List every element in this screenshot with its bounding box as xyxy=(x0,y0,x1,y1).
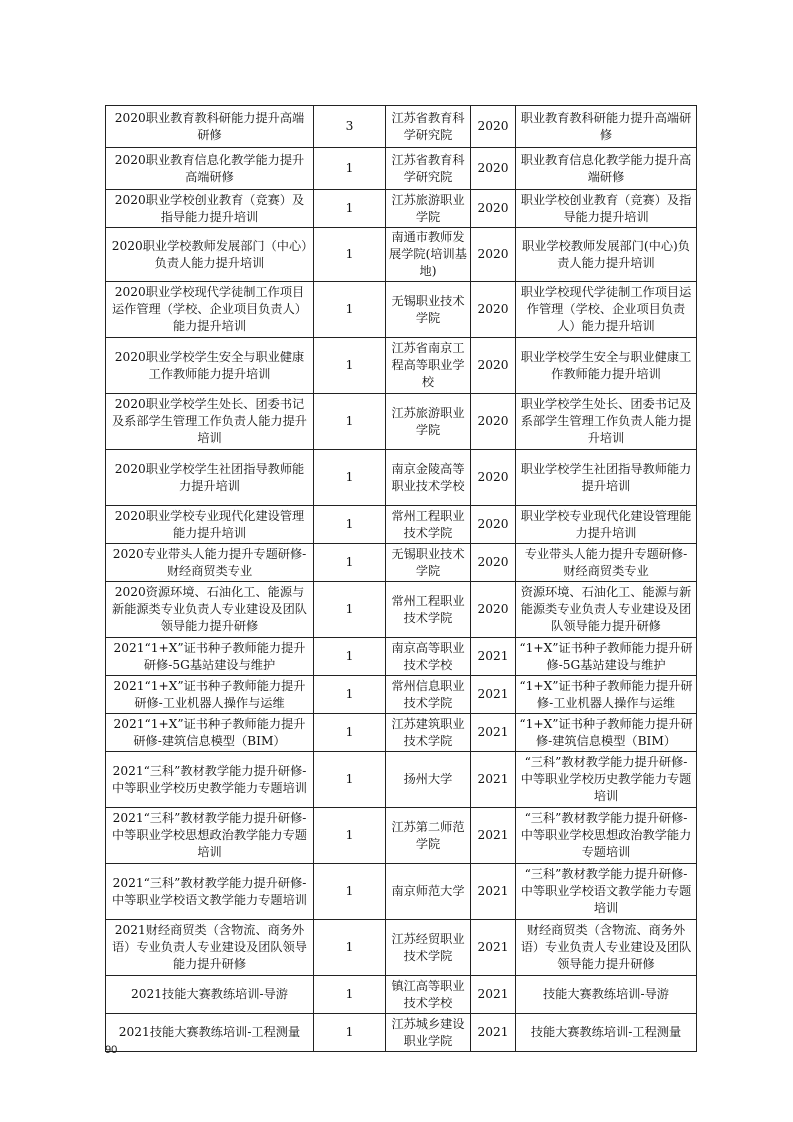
table-row xyxy=(106,544,697,582)
count-cell: 1 xyxy=(314,544,386,582)
organizer-cell: 江苏经贸职业技术学院 xyxy=(386,920,471,976)
course-name-cell: 2020职业学校教师发展部门（中心）负责人能力提升培训 xyxy=(106,228,314,282)
organizer-cell: 无锡职业技术学院 xyxy=(386,544,471,582)
project-name-cell: 职业学校教师发展部门(中心)负责人能力提升培训 xyxy=(516,228,697,282)
project-name-cell: 职业学校现代学徒制工作项目运作管理（学校、企业项目负责人）能力提升培训 xyxy=(516,282,697,338)
count-cell: 1 xyxy=(314,228,386,282)
year-cell: 2021 xyxy=(471,676,516,714)
table-row xyxy=(106,148,697,190)
table-row xyxy=(106,506,697,544)
year-cell: 2021 xyxy=(471,638,516,676)
count-cell: 1 xyxy=(314,864,386,920)
year-cell: 2020 xyxy=(471,338,516,394)
project-name-cell: 资源环境、石油化工、能源与新能源类专业负责人专业建设及团队领导能力提升研修 xyxy=(516,582,697,638)
course-name-cell: 2021财经商贸类（含物流、商务外语）专业负责人专业建设及团队领导能力提升研修 xyxy=(106,920,314,976)
organizer-cell: 镇江高等职业技术学校 xyxy=(386,976,471,1014)
year-cell: 2020 xyxy=(471,190,516,228)
table-row xyxy=(106,920,697,976)
course-name-cell: 2020职业学校学生社团指导教师能力提升培训 xyxy=(106,450,314,506)
course-name-cell: 2020职业学校学生处长、团委书记及系部学生管理工作负责人能力提升培训 xyxy=(106,394,314,450)
project-name-cell: 财经商贸类（含物流、商务外语）专业负责人专业建设及团队领导能力提升研修 xyxy=(516,920,697,976)
table-row xyxy=(106,106,697,148)
course-name-cell: 2021“1+X”证书种子教师能力提升研修-建筑信息模型（BIM） xyxy=(106,714,314,752)
table-row xyxy=(106,282,697,338)
organizer-cell: 南京高等职业技术学校 xyxy=(386,638,471,676)
year-cell: 2020 xyxy=(471,148,516,190)
project-name-cell: 技能大赛教练培训-工程测量 xyxy=(516,1014,697,1052)
year-cell: 2020 xyxy=(471,506,516,544)
project-name-cell: “三科”教材教学能力提升研修-中等职业学校思想政治教学能力专题培训 xyxy=(516,808,697,864)
project-name-cell: 职业学校专业现代化建设管理能力提升培训 xyxy=(516,506,697,544)
course-name-cell: 2021“三科”教材教学能力提升研修-中等职业学校历史教学能力专题培训 xyxy=(106,752,314,808)
count-cell: 1 xyxy=(314,714,386,752)
table-row xyxy=(106,582,697,638)
organizer-cell: 常州信息职业技术学院 xyxy=(386,676,471,714)
project-name-cell: 职业教育信息化教学能力提升高端研修 xyxy=(516,148,697,190)
table-row xyxy=(106,338,697,394)
count-cell: 1 xyxy=(314,976,386,1014)
year-cell: 2020 xyxy=(471,282,516,338)
table-row xyxy=(106,190,697,228)
count-cell: 1 xyxy=(314,338,386,394)
count-cell: 1 xyxy=(314,676,386,714)
course-name-cell: 2021“1+X”证书种子教师能力提升研修-5G基站建设与维护 xyxy=(106,638,314,676)
table-row xyxy=(106,976,697,1014)
table-row xyxy=(106,1014,697,1052)
course-name-cell: 2020职业教育信息化教学能力提升高端研修 xyxy=(106,148,314,190)
year-cell: 2021 xyxy=(471,714,516,752)
project-name-cell: 职业学校创业教育（竞赛）及指导能力提升培训 xyxy=(516,190,697,228)
course-name-cell: 2021“三科”教材教学能力提升研修-中等职业学校语文教学能力专题培训 xyxy=(106,864,314,920)
course-name-cell: 2020资源环境、石油化工、能源与新能源类专业负责人专业建设及团队领导能力提升研修 xyxy=(106,582,314,638)
year-cell: 2020 xyxy=(471,228,516,282)
course-name-cell: 2020专业带头人能力提升专题研修-财经商贸类专业 xyxy=(106,544,314,582)
year-cell: 2020 xyxy=(471,106,516,148)
count-cell: 1 xyxy=(314,450,386,506)
organizer-cell: 江苏省教育科学研究院 xyxy=(386,148,471,190)
organizer-cell: 江苏省南京工程高等职业学校 xyxy=(386,338,471,394)
year-cell: 2021 xyxy=(471,976,516,1014)
year-cell: 2020 xyxy=(471,544,516,582)
course-name-cell: 2020职业学校学生安全与职业健康工作教师能力提升培训 xyxy=(106,338,314,394)
year-cell: 2021 xyxy=(471,1014,516,1052)
table-row xyxy=(106,808,697,864)
organizer-cell: 常州工程职业技术学院 xyxy=(386,582,471,638)
project-name-cell: “1+X”证书种子教师能力提升研修-工业机器人操作与运维 xyxy=(516,676,697,714)
year-cell: 2020 xyxy=(471,450,516,506)
project-name-cell: “三科”教材教学能力提升研修-中等职业学校语文教学能力专题培训 xyxy=(516,864,697,920)
project-name-cell: 职业学校学生安全与职业健康工作教师能力提升培训 xyxy=(516,338,697,394)
course-name-cell: 2020职业学校专业现代化建设管理能力提升培训 xyxy=(106,506,314,544)
project-name-cell: “1+X”证书种子教师能力提升研修-5G基站建设与维护 xyxy=(516,638,697,676)
count-cell: 1 xyxy=(314,506,386,544)
organizer-cell: 江苏省教育科学研究院 xyxy=(386,106,471,148)
project-name-cell: 专业带头人能力提升专题研修-财经商贸类专业 xyxy=(516,544,697,582)
table-row xyxy=(106,394,697,450)
course-name-cell: 2021技能大赛教练培训-导游 xyxy=(106,976,314,1014)
course-name-cell: 2020职业学校现代学徒制工作项目运作管理（学校、企业项目负责人）能力提升培训 xyxy=(106,282,314,338)
year-cell: 2021 xyxy=(471,864,516,920)
training-table-body xyxy=(106,106,697,1052)
project-name-cell: 职业学校学生社团指导教师能力提升培训 xyxy=(516,450,697,506)
year-cell: 2020 xyxy=(471,582,516,638)
table-row xyxy=(106,752,697,808)
count-cell: 1 xyxy=(314,582,386,638)
table-row xyxy=(106,228,697,282)
organizer-cell: 江苏旅游职业学院 xyxy=(386,190,471,228)
count-cell: 1 xyxy=(314,752,386,808)
table-row xyxy=(106,676,697,714)
organizer-cell: 江苏城乡建设职业学院 xyxy=(386,1014,471,1052)
year-cell: 2020 xyxy=(471,394,516,450)
course-name-cell: 2021技能大赛教练培训-工程测量 xyxy=(106,1014,314,1052)
organizer-cell: 南通市教师发展学院(培训基地) xyxy=(386,228,471,282)
project-name-cell: 职业教育教科研能力提升高端研修 xyxy=(516,106,697,148)
project-name-cell: “三科”教材教学能力提升研修-中等职业学校历史教学能力专题培训 xyxy=(516,752,697,808)
project-name-cell: 技能大赛教练培训-导游 xyxy=(516,976,697,1014)
organizer-cell: 南京师范大学 xyxy=(386,864,471,920)
count-cell: 1 xyxy=(314,148,386,190)
project-name-cell: “1+X”证书种子教师能力提升研修-建筑信息模型（BIM） xyxy=(516,714,697,752)
organizer-cell: 江苏第二师范学院 xyxy=(386,808,471,864)
organizer-cell: 扬州大学 xyxy=(386,752,471,808)
organizer-cell: 无锡职业技术学院 xyxy=(386,282,471,338)
course-name-cell: 2021“1+X”证书种子教师能力提升研修-工业机器人操作与运维 xyxy=(106,676,314,714)
organizer-cell: 江苏建筑职业技术学院 xyxy=(386,714,471,752)
organizer-cell: 南京金陵高等职业技术学校 xyxy=(386,450,471,506)
table-row xyxy=(106,638,697,676)
course-name-cell: 2020职业教育教科研能力提升高端研修 xyxy=(106,106,314,148)
table-row xyxy=(106,714,697,752)
count-cell: 1 xyxy=(314,638,386,676)
count-cell: 1 xyxy=(314,282,386,338)
table-row xyxy=(106,864,697,920)
table-row xyxy=(106,450,697,506)
organizer-cell: 江苏旅游职业学院 xyxy=(386,394,471,450)
year-cell: 2021 xyxy=(471,752,516,808)
course-name-cell: 2021“三科”教材教学能力提升研修-中等职业学校思想政治教学能力专题培训 xyxy=(106,808,314,864)
organizer-cell: 常州工程职业技术学院 xyxy=(386,506,471,544)
count-cell: 1 xyxy=(314,190,386,228)
year-cell: 2021 xyxy=(471,920,516,976)
count-cell: 3 xyxy=(314,106,386,148)
count-cell: 1 xyxy=(314,1014,386,1052)
course-name-cell: 2020职业学校创业教育（竞赛）及指导能力提升培训 xyxy=(106,190,314,228)
count-cell: 1 xyxy=(314,808,386,864)
count-cell: 1 xyxy=(314,394,386,450)
page-number: 90 xyxy=(105,1044,118,1056)
count-cell: 1 xyxy=(314,920,386,976)
project-name-cell: 职业学校学生处长、团委书记及系部学生管理工作负责人能力提升培训 xyxy=(516,394,697,450)
year-cell: 2021 xyxy=(471,808,516,864)
training-table xyxy=(105,105,697,1052)
